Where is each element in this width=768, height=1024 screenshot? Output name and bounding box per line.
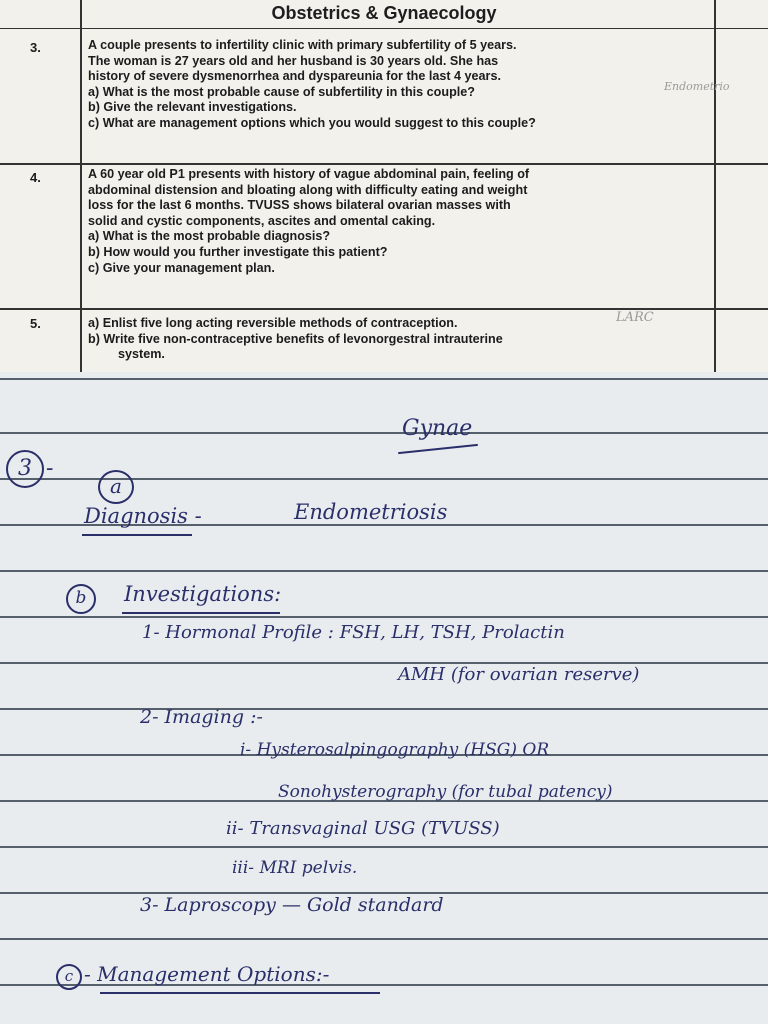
investigation-2ii: ii- Transvaginal USG (TVUSS) bbox=[226, 818, 500, 839]
table-divider bbox=[714, 0, 716, 372]
question-line: The woman is 27 years old and her husband is 30 years old. She has bbox=[88, 53, 499, 68]
question-3-circle: 3 bbox=[6, 450, 44, 488]
question-line: b) How would you further investigate this patient? bbox=[88, 244, 388, 259]
question-line: a) Enlist five long acting reversible methods of contraception. bbox=[88, 316, 458, 330]
table-divider bbox=[80, 0, 82, 372]
investigations-underline bbox=[122, 612, 280, 614]
question-line: loss for the last 6 months. TVUSS shows bilateral ovarian masses with bbox=[88, 198, 511, 213]
question-line: solid and cystic components, ascites and omental caking. bbox=[88, 213, 436, 228]
question-3 bbox=[88, 38, 712, 132]
investigation-2i-alt: Sonohysterography (for tubal patency) bbox=[278, 782, 613, 802]
part-b-circle: b bbox=[66, 584, 96, 614]
question-line: a) What is the most probable cause of subfertility in this couple? bbox=[88, 84, 475, 99]
management-underline bbox=[100, 992, 380, 994]
margin-note: Endometrio bbox=[664, 80, 730, 93]
part-c-circle: c bbox=[56, 964, 82, 990]
dash-mark: - bbox=[46, 456, 54, 481]
exam-sheet bbox=[0, 0, 768, 372]
question-number: 5. bbox=[30, 316, 41, 331]
question-line: b) Give the relevant investigations. bbox=[88, 100, 297, 115]
notes-header: Gynae bbox=[402, 416, 473, 441]
question-line: c) Give your management plan. bbox=[88, 260, 275, 275]
question-line: a) What is the most probable diagnosis? bbox=[88, 229, 331, 244]
question-line: b) Write five non-contraceptive benefits of levonorgestral intrauterine bbox=[88, 331, 503, 346]
question-line: A 60 year old P1 presents with history of vague abdominal pain, feeling of bbox=[88, 167, 530, 181]
table-row-divider bbox=[0, 163, 768, 165]
question-line: abdominal distension and bloating along with difficulty eating and weight bbox=[88, 182, 528, 197]
question-line: A couple presents to infertility clinic with primary subfertility of 5 years. bbox=[88, 38, 517, 52]
investigation-2iii: iii- MRI pelvis. bbox=[232, 858, 358, 878]
question-line: c) What are management options which you would suggest to this couple? bbox=[88, 115, 536, 130]
question-number: 4. bbox=[30, 170, 41, 185]
diagnosis-value: Endometriosis bbox=[294, 500, 448, 524]
header-underline bbox=[398, 444, 478, 454]
management-label: - Management Options:- bbox=[84, 962, 330, 986]
diagnosis-underline bbox=[82, 534, 192, 536]
sheet-title: Obstetrics & Gynaecology bbox=[0, 0, 768, 29]
investigation-2i: i- Hysterosalpingography (HSG) OR bbox=[240, 740, 550, 760]
investigation-2: 2- Imaging :- bbox=[140, 706, 263, 728]
question-number: 3. bbox=[30, 40, 41, 55]
question-4 bbox=[88, 167, 712, 276]
investigation-3: 3- Laproscopy — Gold standard bbox=[140, 894, 444, 916]
question-line: system. bbox=[118, 347, 165, 362]
part-a-circle: a bbox=[98, 470, 134, 504]
notebook-page bbox=[0, 372, 768, 1024]
investigations-label: Investigations: bbox=[124, 582, 282, 606]
investigation-1: 1- Hormonal Profile : FSH, LH, TSH, Prolactin bbox=[142, 622, 565, 643]
margin-note: LARC bbox=[616, 310, 654, 325]
diagnosis-label: Diagnosis - bbox=[84, 504, 202, 528]
investigation-1-amh: AMH (for ovarian reserve) bbox=[398, 664, 640, 685]
question-line: history of severe dysmenorrhea and dyspareunia for the last 4 years. bbox=[88, 69, 501, 84]
